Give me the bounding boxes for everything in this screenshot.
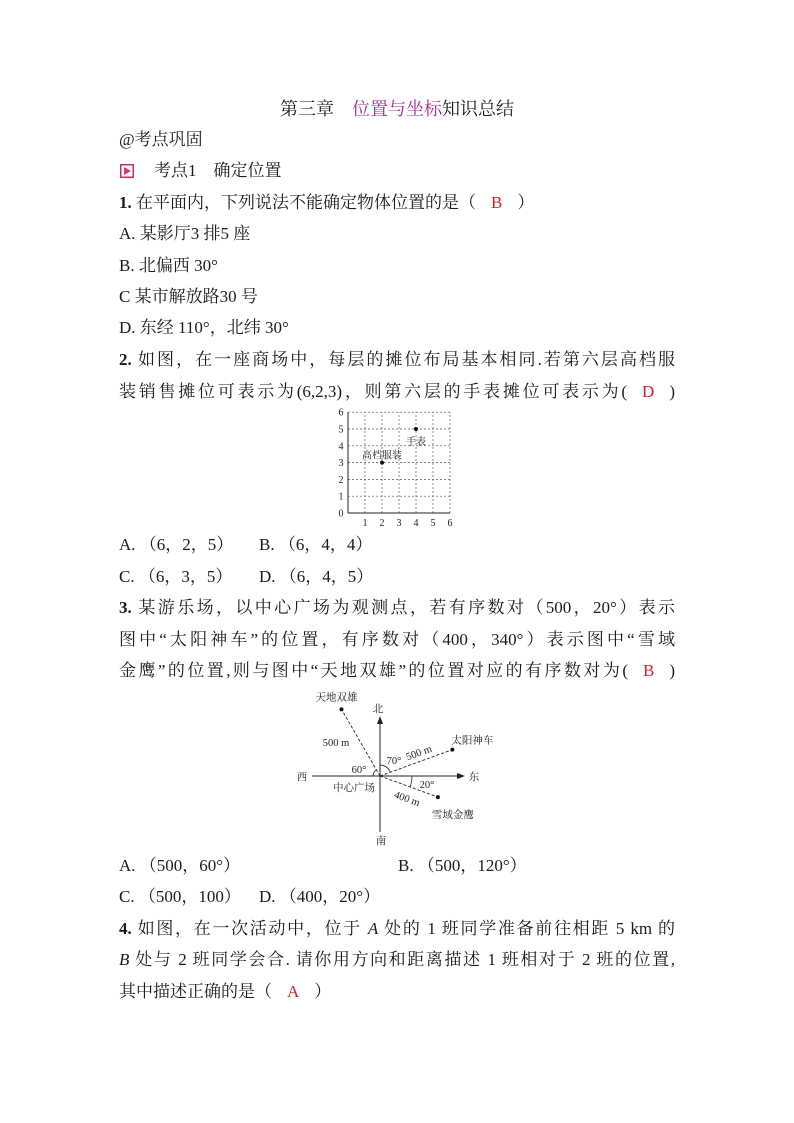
section-title: 考点1 确定位置 [154,161,282,180]
answer-letter: B [642,661,655,680]
place-marker [436,795,440,799]
play-triangle-icon [120,164,134,178]
y-tick-label: 5 [338,424,344,436]
place-marker [450,748,454,752]
distance-label: 400 m [392,789,422,810]
point-label: 高档服装 [362,450,402,462]
question-number: 2. [119,350,132,369]
option-c: C. （6，3，5） [119,567,233,586]
subheading: @考点巩固 [119,130,203,149]
x-tick-label: 4 [413,518,419,529]
question-text-end: ） [517,193,535,212]
question-text: 某游乐场，以中心广场为观测点，若有序数对（500，20°）表示 [138,598,675,617]
option-d: D. （400，20°） [259,887,381,906]
option-a: A. （500，60°） [119,856,241,875]
north-arrow-icon [377,716,383,724]
option-d: D. 东经 110°，北纬 30° [119,318,289,337]
x-tick-label: 5 [430,518,436,529]
direction-label-east: 东 [468,772,480,783]
title-chapter: 第三章 [280,99,334,119]
east-arrow-icon [457,773,465,779]
title-topic: 位置与坐标 [352,99,442,119]
option-c: C 某市解放路30 号 [119,287,258,306]
q2-stem-line2 [119,381,675,403]
direction-label-north: 北 [372,704,384,715]
question-text: 图中“太阳神车”的位置，有序数对（400，340°）表示图中“雪域 [119,630,675,649]
question-number: 3. [119,598,132,617]
title-suffix: 知识总结 [442,99,514,119]
y-tick-label: 2 [338,474,344,486]
angle-arc [373,770,377,776]
question-text: 如图，在一次活动中，位于 [137,919,362,938]
point-b-label: B [119,950,130,969]
question-number: 1. [119,193,132,212]
y-tick-label: 1 [338,491,344,503]
y-tick-label: 0 [338,508,344,520]
option-c: C. （500，100） [119,887,241,906]
page-title [0,97,794,121]
x-tick-label: 1 [362,518,368,529]
place-label: 雪域金鹰 [431,810,474,822]
question-text: 其中描述正确的是（ [119,982,272,1001]
question-text-end: ) [669,382,675,401]
y-tick-label: 4 [338,441,344,453]
q1-stem [119,192,675,214]
answer-letter: D [642,382,655,401]
q4-stem-line2 [119,949,675,971]
place-label: 太阳神车 [451,735,494,747]
direction-label-south: 南 [375,836,387,847]
angle-label: 70° [386,756,402,767]
answer-letter: B [491,193,503,212]
x-tick-label: 6 [447,518,453,529]
park-compass-figure [290,686,505,851]
option-b: B. 北偏西 30° [119,256,218,275]
question-text: 处与 2 班同学会合. 请你用方向和距离描述 1 班相对于 2 班的位置, [135,950,676,969]
place-label: 天地双雄 [315,692,358,704]
question-text: 装销售摊位可表示为(6,2,3)，则第六层的手表摊位可表示为( [119,382,628,401]
place-marker [340,707,344,711]
direction-label-west: 西 [296,772,308,783]
option-b: B. （6，4，4） [259,535,373,554]
q4-stem-line3 [119,981,675,1003]
y-tick-label: 3 [338,458,344,470]
y-tick-label: 6 [338,407,344,419]
distance-label: 500 m [322,738,350,749]
question-text: 处的 1 班同学准备前往相距 5 km 的 [384,919,676,938]
q3-stem-line3 [119,660,675,682]
option-a: A. （6，2，5） [119,535,234,554]
x-tick-label: 2 [379,518,385,529]
q3-stem-line2 [119,629,675,651]
center-label: 中心广场 [333,783,375,794]
x-tick-label: 3 [396,518,402,529]
q4-stem-line1 [119,918,675,940]
answer-letter: A [287,982,300,1001]
angle-label: 20° [419,780,435,791]
question-text: 如图，在一座商场中，每层的摊位布局基本相同.若第六层高档服 [138,350,676,369]
q2-stem-line1 [119,349,675,371]
angle-arc [410,776,412,787]
option-a: A. 某影厅3 排5 座 [119,224,251,243]
question-text-end: ) [669,661,675,680]
question-text-end: ） [314,982,332,1001]
option-b: B. （500，120°） [398,856,527,875]
point-a-label: A [367,919,379,938]
stall-grid-figure [330,405,460,533]
question-number: 4. [119,919,132,938]
question-text: 金鹰”的位置,则与图中“天地双雄”的位置对应的有序数对为( [119,661,628,680]
question-text: 在平面内，下列说法不能确定物体位置的是（ [136,193,476,212]
distance-label: 500 m [404,743,434,764]
angle-label: 60° [351,765,367,776]
option-d: D. （6，4，5） [259,567,374,586]
point-label: 手表 [406,437,426,448]
q3-stem-line1 [119,597,675,619]
point-marker [414,427,418,431]
